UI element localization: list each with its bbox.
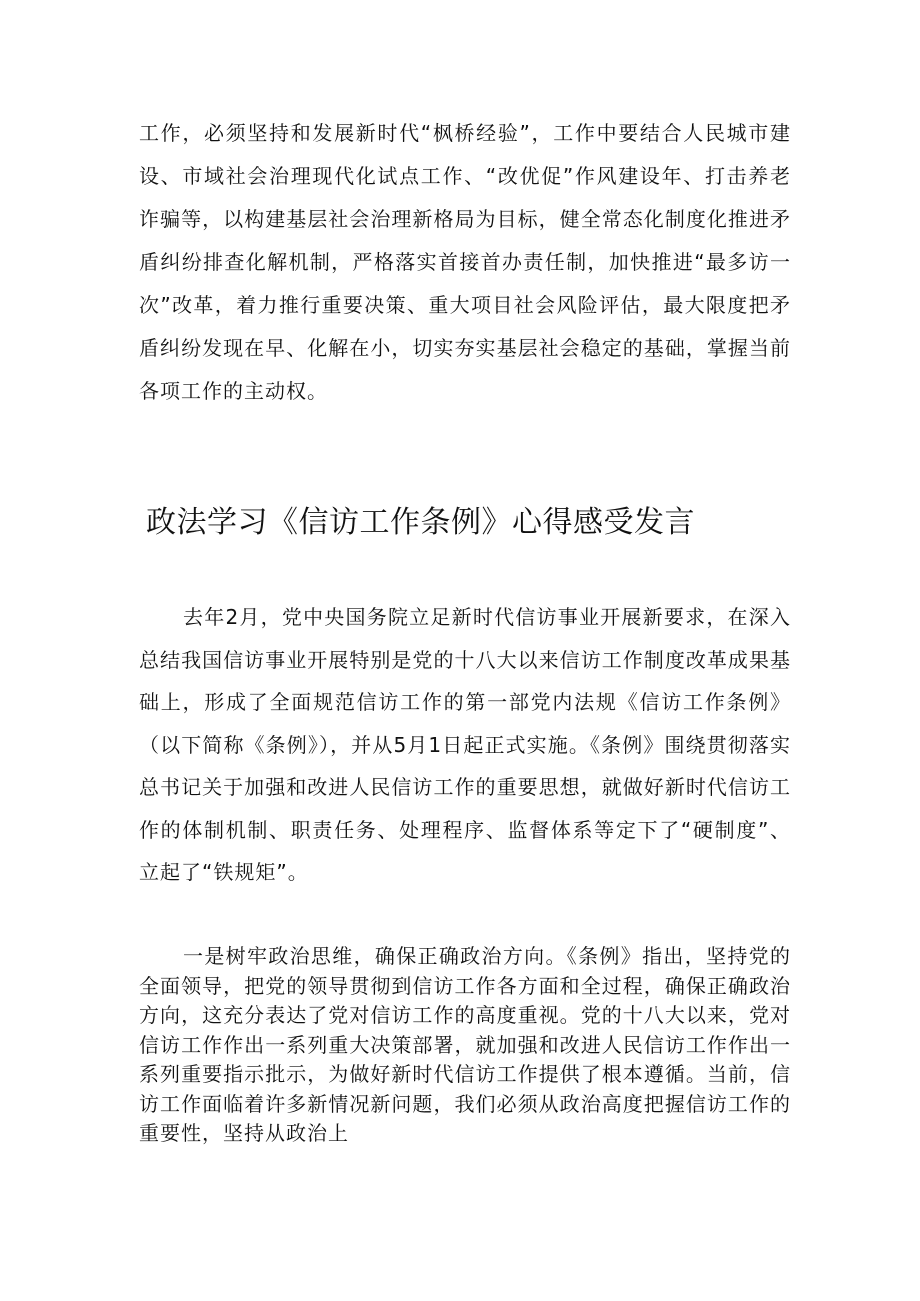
document-title: 政法学习《信访工作条例》心得感受发言 (146, 505, 695, 540)
body-paragraph-3: 一是树牢政治思维，确保正确政治方向。《条例》指出，坚持党的全面领导，把党的领导贯彻到信访工作各方面和全过程，确保正确政治方向，这充分表达了党对信访工作的高度重视。党的十八大以来，党对信访工作作出一系列重大决策部署，就加强和改进人民信访工作作出一系列重要指示批示，为做好新时代信访工作提供了根本遵循。当前，信访工作面临着许多新情况新问题，我们必须从政治高度把握信访工作的重要性，坚持从政治上 (139, 944, 791, 1145)
body-paragraph-1: 工作，必须坚持和发展新时代“枫桥经验”，工作中要结合人民城市建设、市域社会治理现代化试点工作、“改优促”作风建设年、打击养老诈骗等，以构建基层社会治理新格局为目标，健全常态化制度化推进矛盾纠纷排查化解机制，严格落实首接首办责任制，加快推进“最多访一次”改革，着力推行重要决策、重大项目社会风险评估，最大限度把矛盾纠纷发现在早、化解在小，切实夯实基层社会稳定的基础，掌握当前各项工作的主动权。 (139, 121, 791, 403)
body-paragraph-2: 去年2月，党中央国务院立足新时代信访事业开展新要求，在深入总结我国信访事业开展特别是党的十八大以来信访工作制度改革成果基础上，形成了全面规范信访工作的第一部党内法规《信访工作条例》（以下简称《条例》），并从5月1日起正式实施。《条例》围绕贯彻落实总书记关于加强和改进人民信访工作的重要思想，就做好新时代信访工作的体制机制、职责任务、处理程序、监督体系等定下了“硬制度”、立起了“铁规矩”。 (139, 605, 791, 884)
